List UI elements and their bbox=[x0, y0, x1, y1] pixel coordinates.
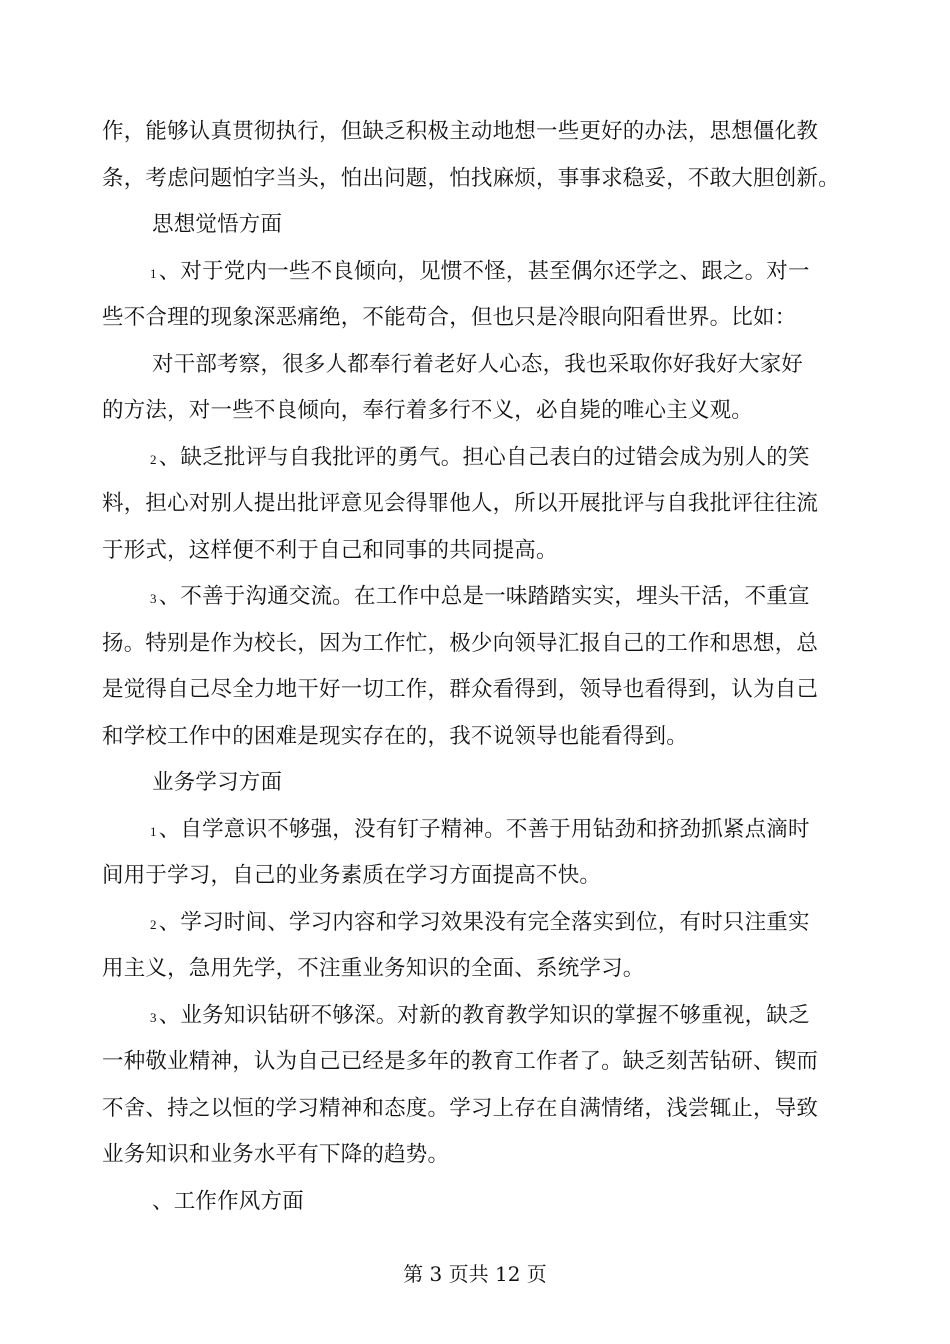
body-line: 2、学习时间、学习内容和学习效果没有完全落实到位，有时只注重实 bbox=[150, 910, 810, 935]
body-line: 用主义，急用先学，不注重业务知识的全面、系统学习。 bbox=[102, 956, 645, 981]
section-heading: 思想觉悟方面 bbox=[152, 212, 283, 237]
body-line: 3、不善于沟通交流。在工作中总是一味踏踏实实，埋头干活，不重宣 bbox=[150, 584, 810, 609]
body-line: 1、自学意识不够强，没有钉子精神。不善于用钻劲和挤劲抓紧点滴时 bbox=[150, 817, 810, 842]
body-line: 不舍、持之以恒的学习精神和态度。学习上存在自满情绪，浅尝辄止，导致 bbox=[102, 1096, 819, 1121]
body-line: 料，担心对别人提出批评意见会得罪他人，所以开展批评与自我批评往往流 bbox=[102, 491, 819, 516]
body-line: 和学校工作中的困难是现实存在的，我不说领导也能看得到。 bbox=[102, 724, 688, 749]
body-line: 些不合理的现象深恶痛绝，不能苟合，但也只是冷眼向阳看世界。比如： bbox=[102, 305, 797, 330]
page-number-footer: 第 3 页共 12 页 bbox=[403, 1262, 547, 1286]
body-line: 业务知识和业务水平有下降的趋势。 bbox=[102, 1142, 450, 1167]
body-line: 2、缺乏批评与自我批评的勇气。担心自己表白的过错会成为别人的笑 bbox=[150, 445, 810, 470]
body-line: 对干部考察，很多人都奉行着老好人心态，我也采取你好我好大家好 bbox=[152, 352, 804, 377]
body-line: 是觉得自己尽全力地干好一切工作，群众看得到，领导也看得到，认为自己 bbox=[102, 677, 819, 702]
body-line: 扬。特别是作为校长，因为工作忙，极少向领导汇报自己的工作和思想，总 bbox=[102, 631, 819, 656]
body-line: 间用于学习，自己的业务素质在学习方面提高不快。 bbox=[102, 863, 602, 888]
body-line: 1、对于党内一些不良倾向，见惯不怪，甚至偶尔还学之、跟之。对一 bbox=[150, 259, 810, 284]
body-line: 的方法，对一些不良倾向，奉行着多行不义，必自毙的唯心主义观。 bbox=[102, 398, 754, 423]
body-line: 条，考虑问题怕字当头，怕出问题，怕找麻烦，事事求稳妥，不敢大胆创新。 bbox=[102, 166, 840, 191]
body-line: 3、业务知识钻研不够深。对新的教育教学知识的掌握不够重视，缺乏 bbox=[150, 1003, 810, 1028]
body-line: 作，能够认真贯彻执行，但缺乏积极主动地想一些更好的办法，思想僵化教 bbox=[102, 119, 819, 144]
section-heading: 业务学习方面 bbox=[152, 770, 283, 795]
body-line: 于形式，这样便不利于自己和同事的共同提高。 bbox=[102, 538, 558, 563]
section-heading: 、工作作风方面 bbox=[152, 1189, 304, 1214]
body-line: 一种敬业精神，认为自己已经是多年的教育工作者了。缺乏刻苦钻研、锲而 bbox=[102, 1049, 819, 1074]
